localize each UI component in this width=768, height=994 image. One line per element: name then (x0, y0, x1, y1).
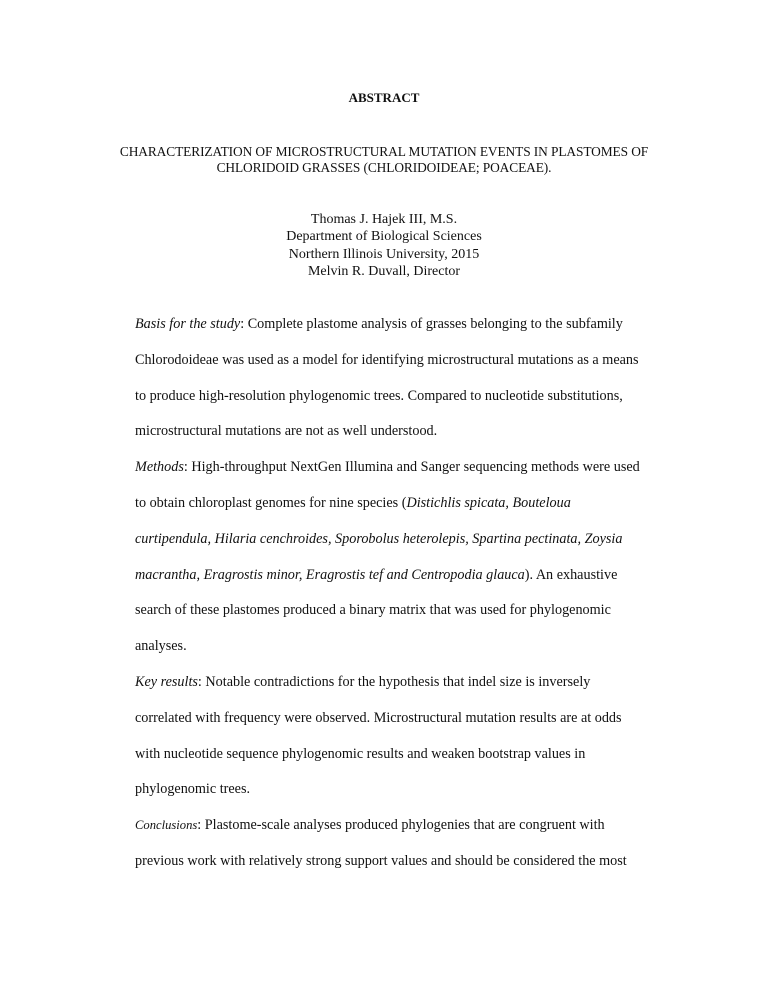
species-names: macrantha, Eragrostis minor, Eragrostis tef and Centropodia glauca (135, 566, 525, 583)
author-name: Thomas J. Hajek III, M.S. (310, 212, 458, 227)
paragraph-text: : Notable contradictions for the hypothesis that indel size is inversely (197, 673, 591, 690)
paragraph-text: : High-throughput NextGen Illumina and Sanger sequencing methods were used (183, 459, 640, 476)
section-key-results (135, 665, 665, 808)
species-names: Distichlis spicata, Bouteloua (406, 494, 571, 511)
author-block (0, 211, 768, 280)
section-label: Conclusions (135, 818, 198, 833)
text-line (135, 307, 665, 343)
paragraph-text: to produce high-resolution phylogenomic trees. Compared to nucleotide substitutions, (135, 387, 623, 404)
section-label: Methods (135, 459, 184, 476)
director: Melvin R. Duvall, Director (307, 263, 461, 279)
text-line (135, 665, 665, 701)
paragraph-text: correlated with frequency were observed. Microstructural mutation results are at odds (135, 709, 622, 726)
text-line (135, 450, 665, 486)
paragraph-text: previous work with relatively strong support values and should be considered the most (135, 852, 627, 869)
paragraph-text: phylogenomic trees. (135, 781, 251, 798)
paragraph-text: to obtain chloroplast genomes for nine species ( (135, 494, 407, 511)
paragraph-text: : Plastome-scale analyses produced phylogenies that are congruent with (197, 817, 605, 834)
paragraph-text: Chlorodoideae was used as a model for identifying microstructural mutations as a means (135, 351, 639, 368)
paper-title-line: CHARACTERIZATION OF MICROSTRUCTURAL MUTATION EVENTS IN PLASTOMES OF (119, 144, 649, 159)
section-label: Key results (135, 673, 198, 690)
paragraph-text: analyses. (135, 638, 187, 655)
section-conclusions (135, 808, 665, 880)
section-basis (135, 307, 665, 450)
paper-title-line: CHLORIDOID GRASSES (CHLORIDOIDEAE; POACEAE). (216, 160, 552, 175)
text-line (135, 558, 665, 594)
paragraph-text: microstructural mutations are not as well understood. (135, 423, 438, 440)
paragraph-text: search of these plastomes produced a binary matrix that was used for phylogenomic (135, 602, 611, 619)
abstract-body (135, 307, 665, 880)
paper-title (86, 144, 682, 176)
paragraph-text: with nucleotide sequence phylogenomic results and weaken bootstrap values in (135, 745, 586, 762)
section-methods (135, 450, 665, 665)
species-names: curtipendula, Hilaria cenchroides, Sporobolus heterolepis, Spartina pectinata, Zoysia (135, 530, 623, 547)
text-line (135, 808, 665, 844)
paragraph-text: : Complete plastome analysis of grasses belonging to the subfamily (240, 316, 623, 332)
university-year: Northern Illinois University, 2015 (288, 246, 480, 262)
paragraph-text: ). An exhaustive (524, 566, 618, 583)
department: Department of Biological Sciences (286, 229, 482, 245)
abstract-heading: ABSTRACT (348, 90, 420, 105)
text-line (135, 486, 665, 522)
section-label: Basis for the study (135, 316, 241, 332)
